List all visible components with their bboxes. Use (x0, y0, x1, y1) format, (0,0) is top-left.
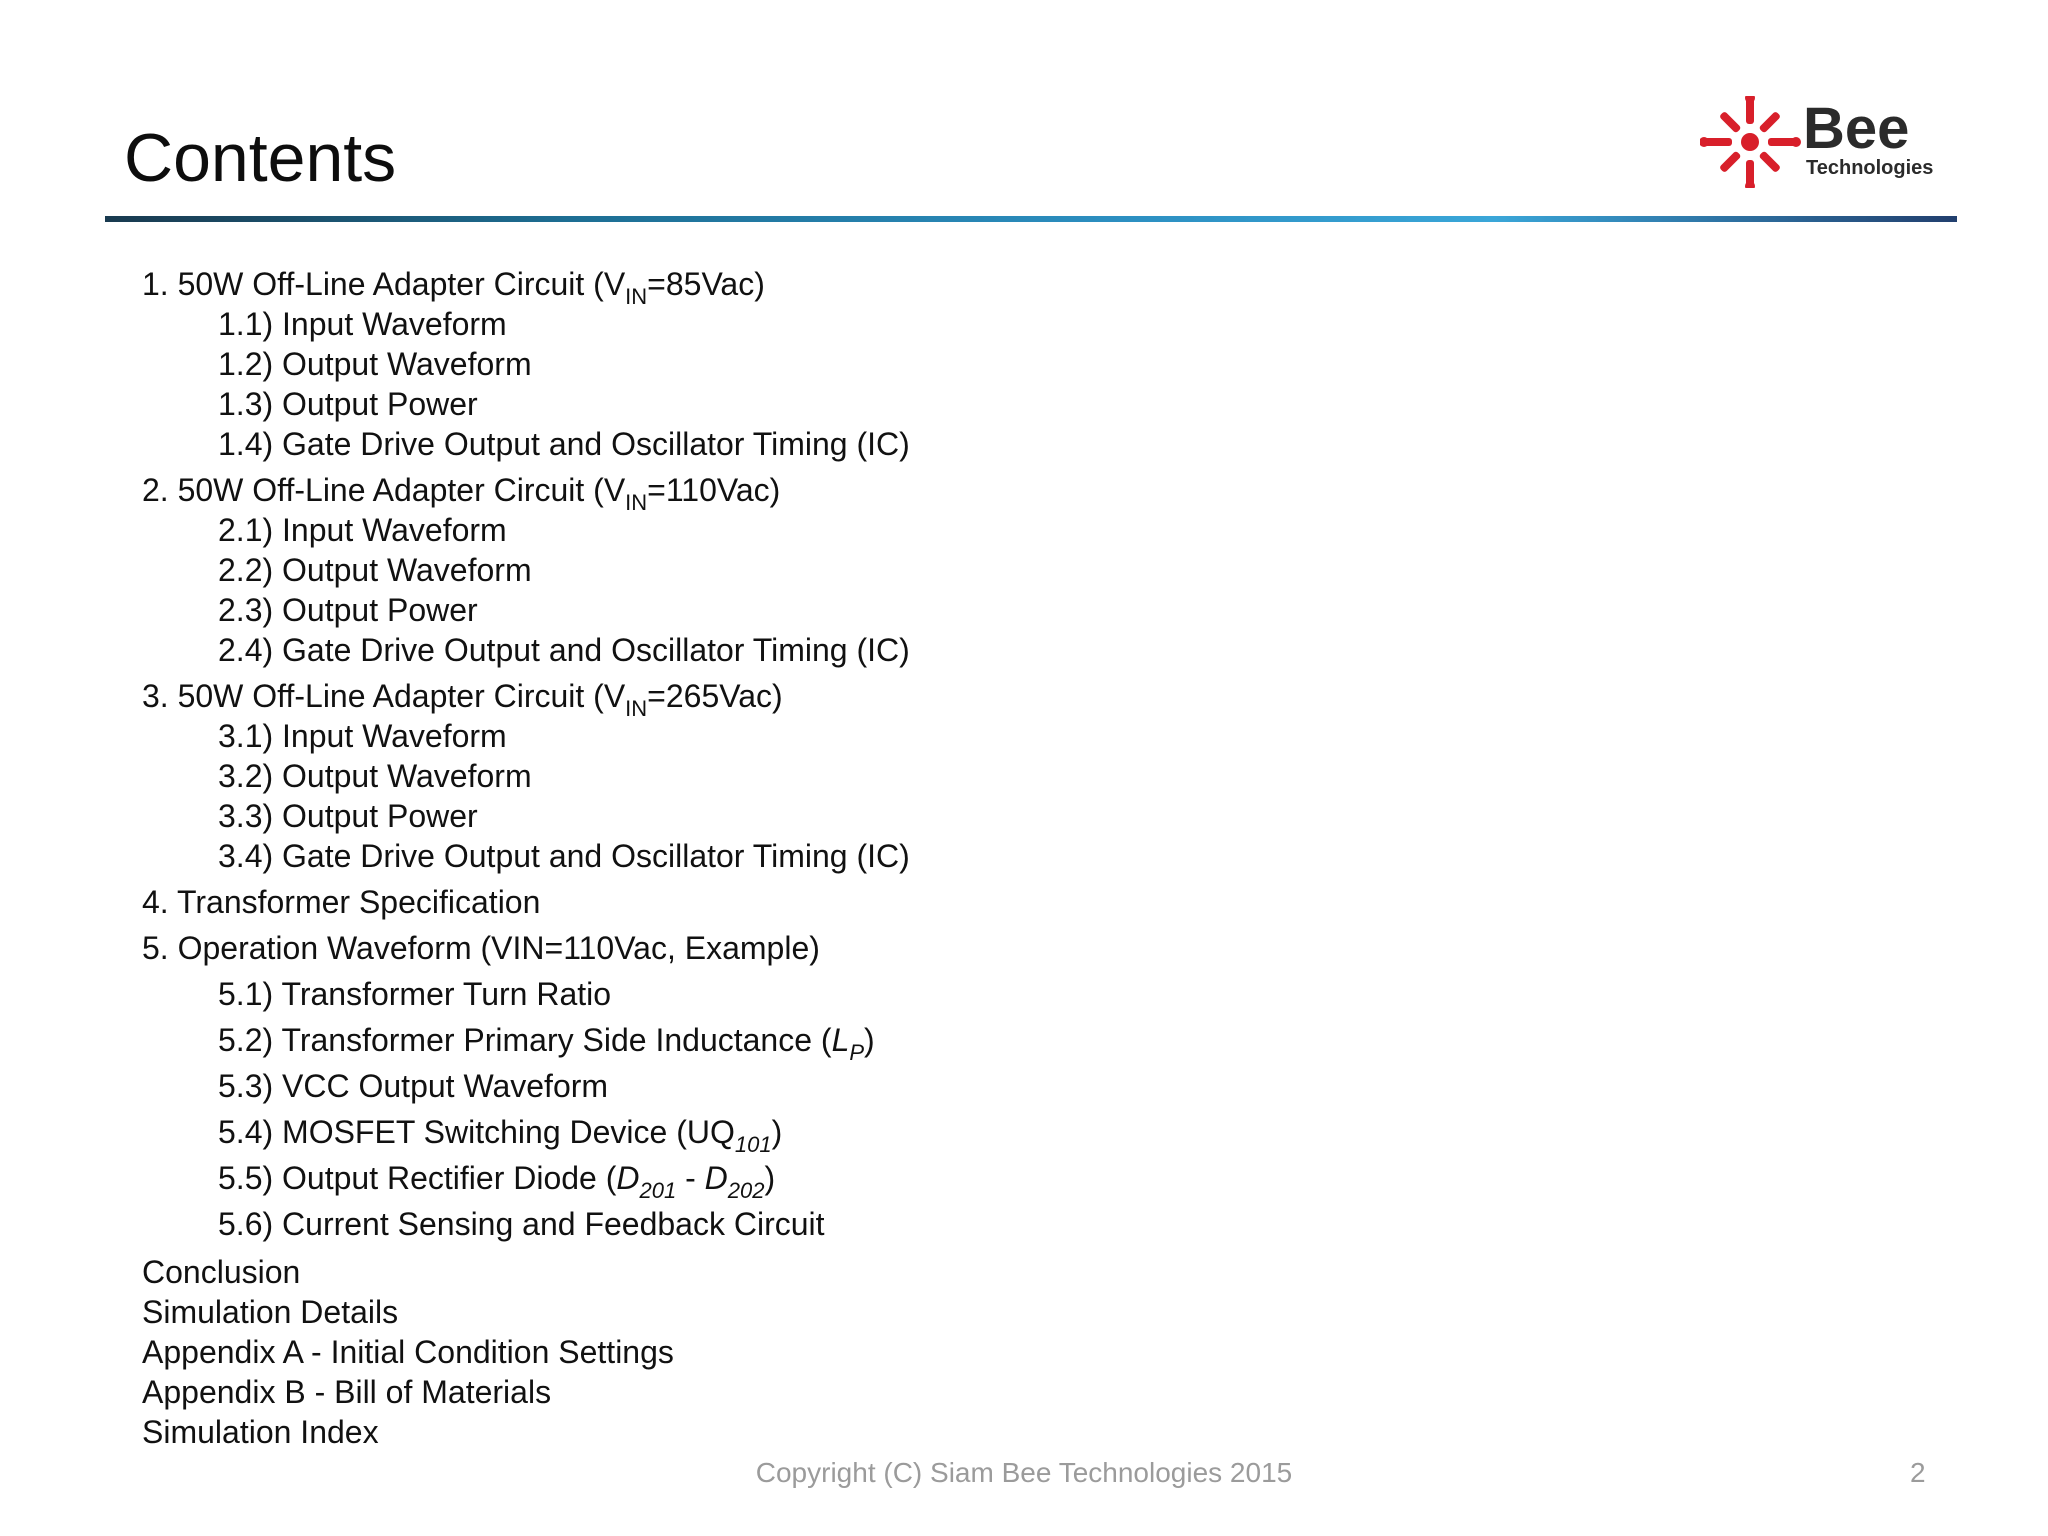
toc-section-3-value: =265Vac) (647, 678, 783, 714)
toc-tail-item: Appendix A - Initial Condition Settings (142, 1334, 674, 1370)
toc-item-text: ) (771, 1114, 783, 1150)
toc-item: 1.2) Output Waveform (218, 346, 532, 382)
logo-name: Bee (1803, 96, 1910, 161)
toc-section-1 (142, 264, 765, 308)
toc-item: 5.6) Current Sensing and Feedback Circuit (218, 1206, 825, 1242)
subscript: 101 (734, 1132, 772, 1157)
toc-section-2 (142, 470, 780, 514)
toc-item: 2.3) Output Power (218, 592, 478, 628)
subscript: P (849, 1040, 865, 1065)
logo (1700, 96, 1960, 188)
toc-item: 3.3) Output Power (218, 798, 478, 834)
slide-title: Contents (124, 120, 397, 196)
toc-item: 2.1) Input Waveform (218, 512, 507, 548)
math-variable: D (704, 1160, 728, 1196)
toc-item: 3.2) Output Waveform (218, 758, 532, 794)
toc-item: 1.1) Input Waveform (218, 306, 507, 342)
toc-item: 1.3) Output Power (218, 386, 478, 422)
toc-tail-item: Conclusion (142, 1254, 301, 1290)
toc-item-text: ) (764, 1160, 776, 1196)
toc-item-text: 5.2) Transformer Primary Side Inductance ( (218, 1022, 832, 1058)
toc-item (218, 1158, 775, 1202)
toc-item-text: 5.4) MOSFET Switching Device (UQ (218, 1114, 735, 1150)
title-rule (105, 216, 1957, 222)
toc-section-1-label: 1. 50W Off-Line Adapter Circuit (V (142, 266, 626, 302)
subscript: 201 (639, 1178, 677, 1203)
toc-item: 3.4) Gate Drive Output and Oscillator Timing (IC) (218, 838, 910, 874)
toc-tail-item: Appendix B - Bill of Materials (142, 1374, 552, 1410)
subscript: IN (625, 696, 648, 721)
math-variable: D (616, 1160, 640, 1196)
toc-section-2-value: =110Vac) (647, 472, 781, 508)
toc-section-2-label: 2. 50W Off-Line Adapter Circuit (V (142, 472, 626, 508)
toc-tail-item: Simulation Index (142, 1414, 379, 1450)
toc-item (218, 1020, 875, 1064)
bee-star-icon (1700, 96, 1801, 188)
logo-tagline: Technologies (1806, 157, 1934, 179)
toc-section-3-label: 3. 50W Off-Line Adapter Circuit (V (142, 678, 626, 714)
toc-item: 1.4) Gate Drive Output and Oscillator Timing (IC) (218, 426, 910, 462)
toc-item: 5.1) Transformer Turn Ratio (218, 976, 612, 1012)
toc-item: 5.3) VCC Output Waveform (218, 1068, 609, 1104)
subscript: IN (625, 284, 648, 309)
toc-item-text: 5.5) Output Rectifier Diode ( (218, 1160, 617, 1196)
toc-section-1-value: =85Vac) (647, 266, 765, 302)
subscript: IN (625, 490, 648, 515)
toc-item (218, 1112, 782, 1156)
toc-item: 2.4) Gate Drive Output and Oscillator Timing (IC) (218, 632, 910, 668)
toc-item: 3.1) Input Waveform (218, 718, 507, 754)
math-variable: L (831, 1022, 850, 1058)
toc-item-text: ) (864, 1022, 875, 1058)
toc-section-3 (142, 676, 783, 720)
toc-section-4: 4. Transformer Specification (142, 884, 541, 920)
footer-copyright: Copyright (C) Siam Bee Technologies 2015 (755, 1457, 1293, 1488)
page-number: 2 (1910, 1457, 1926, 1488)
toc-section-5: 5. Operation Waveform (VIN=110Vac, Example) (142, 930, 820, 966)
toc-tail-item: Simulation Details (142, 1294, 399, 1330)
subscript: 202 (727, 1178, 765, 1203)
toc-item-text: - (676, 1160, 705, 1196)
toc-item: 2.2) Output Waveform (218, 552, 532, 588)
